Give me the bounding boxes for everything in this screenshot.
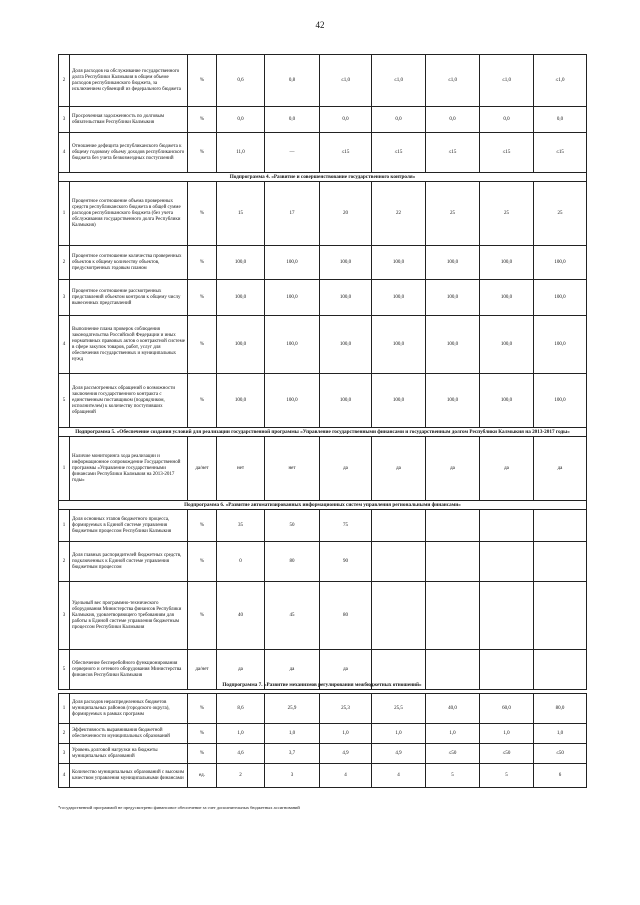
table-row [59, 246, 587, 280]
indicator-name: Доля расходов нераспределенных бюджетов муниципальных районов (городского округа), формируемых в рамках программ [70, 694, 188, 724]
table-row [59, 55, 587, 107]
value-cell: 0,0 [217, 107, 265, 133]
value-cell: 25,3 [320, 694, 372, 724]
value-cell: 100,0 [480, 374, 534, 428]
table-row [59, 542, 587, 582]
value-cell: 1,0 [426, 724, 480, 744]
value-cell: 100,0 [426, 316, 480, 374]
section-title: Подпрограмма 5. «Обеспечение создания условий для реализации государственной программы «Управление государственными финансами и государственным долгом Республики Калмыкия на 2013-2017 годы» [59, 428, 587, 437]
value-cell [426, 510, 480, 542]
value-cell: 100,0 [534, 316, 587, 374]
row-number: 5 [59, 650, 70, 690]
unit-cell: % [188, 55, 217, 107]
value-cell: 0 [217, 542, 265, 582]
value-cell: ≤15 [480, 133, 534, 173]
indicator-name: Просроченная задолженность по долговым обязательствам Республики Калмыкия [70, 107, 188, 133]
value-cell: 25 [426, 182, 480, 246]
value-cell: ≤15 [320, 133, 372, 173]
value-cell: 4 [320, 764, 372, 788]
value-cell: 4 [372, 764, 426, 788]
value-cell: 3,7 [265, 744, 320, 764]
value-cell: 100,0 [320, 246, 372, 280]
value-cell: ≤1,0 [480, 55, 534, 107]
value-cell: 100,0 [265, 316, 320, 374]
section-row [59, 173, 587, 182]
value-cell: 0,0 [265, 107, 320, 133]
table-row [59, 316, 587, 374]
value-cell: 100,0 [480, 246, 534, 280]
page-number: 42 [315, 20, 325, 30]
indicator-name: Процентное соотношение объема проверенных средств республиканского бюджета в общей сумме расходов республиканского бюджета (без учета обслуживания государственного долга Республики Калмыкия) [70, 182, 188, 246]
value-cell: ≤50 [426, 744, 480, 764]
value-cell: да [320, 437, 372, 501]
table-row [59, 374, 587, 428]
unit-cell: % [188, 694, 217, 724]
value-cell: да [426, 437, 480, 501]
value-cell [480, 510, 534, 542]
indicator-name: Доля главных распорядителей бюджетных средств, подключенных к Единой системе управления бюджетным процессом [70, 542, 188, 582]
value-cell: 100,0 [217, 374, 265, 428]
value-cell [480, 542, 534, 582]
footnote: *государственной программой не предусмотрено финансовое обеспечение за счет дополнительных бюджетных ассигнований [58, 805, 300, 810]
value-cell: 100,0 [265, 280, 320, 316]
value-cell: ≤15 [426, 133, 480, 173]
indicator-name: Доля рассмотренных обращений о возможности заключения государственного контракта с единственным поставщиком (подрядчиком, исполнителем) к количеству поступивших обращений [70, 374, 188, 428]
value-cell: 80,0 [534, 694, 587, 724]
indicator-name: Количество муниципальных образований с высоким качеством управления муниципальными финансами [70, 764, 188, 788]
value-cell: 40 [217, 582, 265, 650]
value-cell: 100,0 [534, 374, 587, 428]
table-row [59, 724, 587, 744]
value-cell: 11,0 [217, 133, 265, 173]
row-number: 3 [59, 280, 70, 316]
value-cell: 25,5 [372, 694, 426, 724]
value-cell: 0,6 [217, 55, 265, 107]
value-cell: 25 [480, 182, 534, 246]
unit-cell: да/нет [188, 650, 217, 690]
table-row [59, 694, 587, 724]
unit-cell: % [188, 280, 217, 316]
unit-cell: % [188, 744, 217, 764]
value-cell [480, 582, 534, 650]
value-cell: 100,0 [480, 316, 534, 374]
value-cell: 1,0 [217, 724, 265, 744]
value-cell: нет [217, 437, 265, 501]
value-cell [534, 582, 587, 650]
value-cell: 100,0 [372, 246, 426, 280]
value-cell: 25 [534, 182, 587, 246]
row-number: 1 [59, 694, 70, 724]
value-cell: 2 [217, 764, 265, 788]
unit-cell: % [188, 542, 217, 582]
value-cell: 100,0 [320, 316, 372, 374]
value-cell: 5 [480, 764, 534, 788]
value-cell: 50 [265, 510, 320, 542]
value-cell: 4,9 [320, 744, 372, 764]
value-cell: 0,0 [372, 107, 426, 133]
section-row [59, 428, 587, 437]
value-cell: 100,0 [320, 374, 372, 428]
value-cell: 5 [426, 764, 480, 788]
value-cell: 60,0 [480, 694, 534, 724]
value-cell: да [320, 650, 372, 690]
value-cell: 3 [265, 764, 320, 788]
value-cell: 25,9 [265, 694, 320, 724]
indicator-name: Процентное соотношение количества проверенных объектов к общему количеству объектов, предусмотренных годовым планом [70, 246, 188, 280]
unit-cell: % [188, 107, 217, 133]
unit-cell: % [188, 724, 217, 744]
row-number: 5 [59, 374, 70, 428]
value-cell: 0,8 [265, 55, 320, 107]
value-cell: да [217, 650, 265, 690]
unit-cell: % [188, 374, 217, 428]
value-cell: 0,0 [320, 107, 372, 133]
value-cell: 20 [320, 182, 372, 246]
row-number: 4 [59, 764, 70, 788]
table-row [59, 764, 587, 788]
indicator-name: Удельный вес программно-технического оборудования Министерства финансов Республики Калмыкия, удовлетворяющего требованиям для работы в Единой системе управления бюджетным процессом Республики Калмыкия [70, 582, 188, 650]
value-cell: 0,0 [426, 107, 480, 133]
value-cell: ≤15 [534, 133, 587, 173]
row-number: 2 [59, 246, 70, 280]
value-cell: 100,0 [534, 246, 587, 280]
value-cell: 17 [265, 182, 320, 246]
value-cell: да [265, 650, 320, 690]
indicators-table-part1 [58, 54, 587, 690]
value-cell: 100,0 [217, 316, 265, 374]
section-row [59, 501, 587, 510]
row-number: 2 [59, 55, 70, 107]
value-cell: 1,0 [480, 724, 534, 744]
unit-cell: ед. [188, 764, 217, 788]
value-cell: 100,0 [480, 280, 534, 316]
value-cell [372, 510, 426, 542]
value-cell: нет [265, 437, 320, 501]
value-cell: ≤1,0 [426, 55, 480, 107]
value-cell: 100,0 [217, 280, 265, 316]
value-cell: 80 [265, 542, 320, 582]
value-cell: 80 [320, 582, 372, 650]
unit-cell: % [188, 582, 217, 650]
indicators-table-part2 [58, 693, 587, 788]
row-number: 3 [59, 744, 70, 764]
value-cell [426, 582, 480, 650]
value-cell: ≤50 [480, 744, 534, 764]
value-cell [426, 542, 480, 582]
table-row [59, 582, 587, 650]
section-title: Подпрограмма 4. «Развитие и совершенствование государственного контроля» [59, 173, 587, 182]
unit-cell: да/нет [188, 437, 217, 501]
value-cell [534, 542, 587, 582]
indicator-name: Обеспечение бесперебойного функционирования серверного и сетевого оборудования Министерства финансов Республики Калмыкия [70, 650, 188, 690]
indicator-name: Доля расходов на обслуживание государственного долга Республики Калмыкия в общем объеме расходов республиканского бюджета, за исключением субвенций из федерального бюджета [70, 55, 188, 107]
table-row [59, 437, 587, 501]
row-number: 1 [59, 182, 70, 246]
row-number: 1 [59, 437, 70, 501]
unit-cell: % [188, 510, 217, 542]
indicator-name: Доля основных этапов бюджетного процесса, формируемых в Единой системе управления бюджетным процессом Республики Калмыкия [70, 510, 188, 542]
value-cell [372, 582, 426, 650]
value-cell: 100,0 [265, 374, 320, 428]
value-cell: 100,0 [426, 374, 480, 428]
row-number: 2 [59, 724, 70, 744]
value-cell: 0,0 [480, 107, 534, 133]
value-cell: 4,9 [372, 744, 426, 764]
value-cell: 100,0 [372, 374, 426, 428]
value-cell: 100,0 [217, 246, 265, 280]
row-number: 4 [59, 316, 70, 374]
unit-cell: % [188, 133, 217, 173]
value-cell [372, 542, 426, 582]
table-row [59, 107, 587, 133]
row-number: 4 [59, 133, 70, 173]
unit-cell: % [188, 246, 217, 280]
value-cell: 15 [217, 182, 265, 246]
indicator-name: Наличие мониторинга хода реализации и информационное сопровождение Государственной программы «Управление государственными финансами Республики Калмыкия на 2013-2017 годы» [70, 437, 188, 501]
value-cell: 35 [217, 510, 265, 542]
value-cell: 1,0 [534, 724, 587, 744]
value-cell: 100,0 [320, 280, 372, 316]
value-cell: да [480, 437, 534, 501]
value-cell: 6 [534, 764, 587, 788]
value-cell: 1,0 [372, 724, 426, 744]
value-cell: 1,0 [320, 724, 372, 744]
value-cell: ≤15 [372, 133, 426, 173]
value-cell: 0,0 [534, 107, 587, 133]
value-cell: 100,0 [372, 316, 426, 374]
table-row [59, 182, 587, 246]
table-row [59, 744, 587, 764]
value-cell: 100,0 [534, 280, 587, 316]
value-cell: 22 [372, 182, 426, 246]
value-cell: 40,0 [426, 694, 480, 724]
value-cell: 100,0 [426, 280, 480, 316]
indicator-name: Эффективность выравнивания бюджетной обеспеченности муниципальных образований [70, 724, 188, 744]
value-cell: 100,0 [372, 280, 426, 316]
value-cell [534, 510, 587, 542]
table-row [59, 510, 587, 542]
row-number: 3 [59, 582, 70, 650]
table-row [59, 133, 587, 173]
value-cell: 100,0 [265, 246, 320, 280]
value-cell: 75 [320, 510, 372, 542]
unit-cell: % [188, 182, 217, 246]
value-cell: 8,6 [217, 694, 265, 724]
value-cell: ≤50 [534, 744, 587, 764]
value-cell: ≤1,0 [372, 55, 426, 107]
value-cell: — [265, 133, 320, 173]
value-cell: 4,6 [217, 744, 265, 764]
indicator-name: Отношение дефицита республиканского бюджета к общему годовому объему доходов республиканского бюджета без учета безвозмездных поступлений [70, 133, 188, 173]
table-row [59, 280, 587, 316]
value-cell: 1,0 [265, 724, 320, 744]
value-cell: да [372, 437, 426, 501]
value-cell: да [534, 437, 587, 501]
subprogram-7-title: Подпрограмма 7. «Развитие механизмов регулирования межбюджетных отношений» [222, 682, 422, 688]
unit-cell: % [188, 316, 217, 374]
section-title: Подпрограмма 6. «Развитие автоматизированных информационных систем управления региональными финансами» [59, 501, 587, 510]
value-cell: ≤1,0 [320, 55, 372, 107]
value-cell: 100,0 [426, 246, 480, 280]
value-cell: 45 [265, 582, 320, 650]
indicator-name: Процентное соотношение рассмотренных представлений объектом контроля к общему числу вынесенных представлений [70, 280, 188, 316]
indicator-name: Выполнение плана проверок соблюдения законодательства Российской Федерации и иных нормативных правовых актов о контрактной системе в сфере закупок товаров, работ, услуг для обеспечения государственных и муниципальных нужд [70, 316, 188, 374]
value-cell: 90 [320, 542, 372, 582]
value-cell: ≤1,0 [534, 55, 587, 107]
row-number: 2 [59, 542, 70, 582]
indicator-name: Уровень долговой нагрузки на бюджеты муниципальных образований [70, 744, 188, 764]
row-number: 3 [59, 107, 70, 133]
row-number: 1 [59, 510, 70, 542]
